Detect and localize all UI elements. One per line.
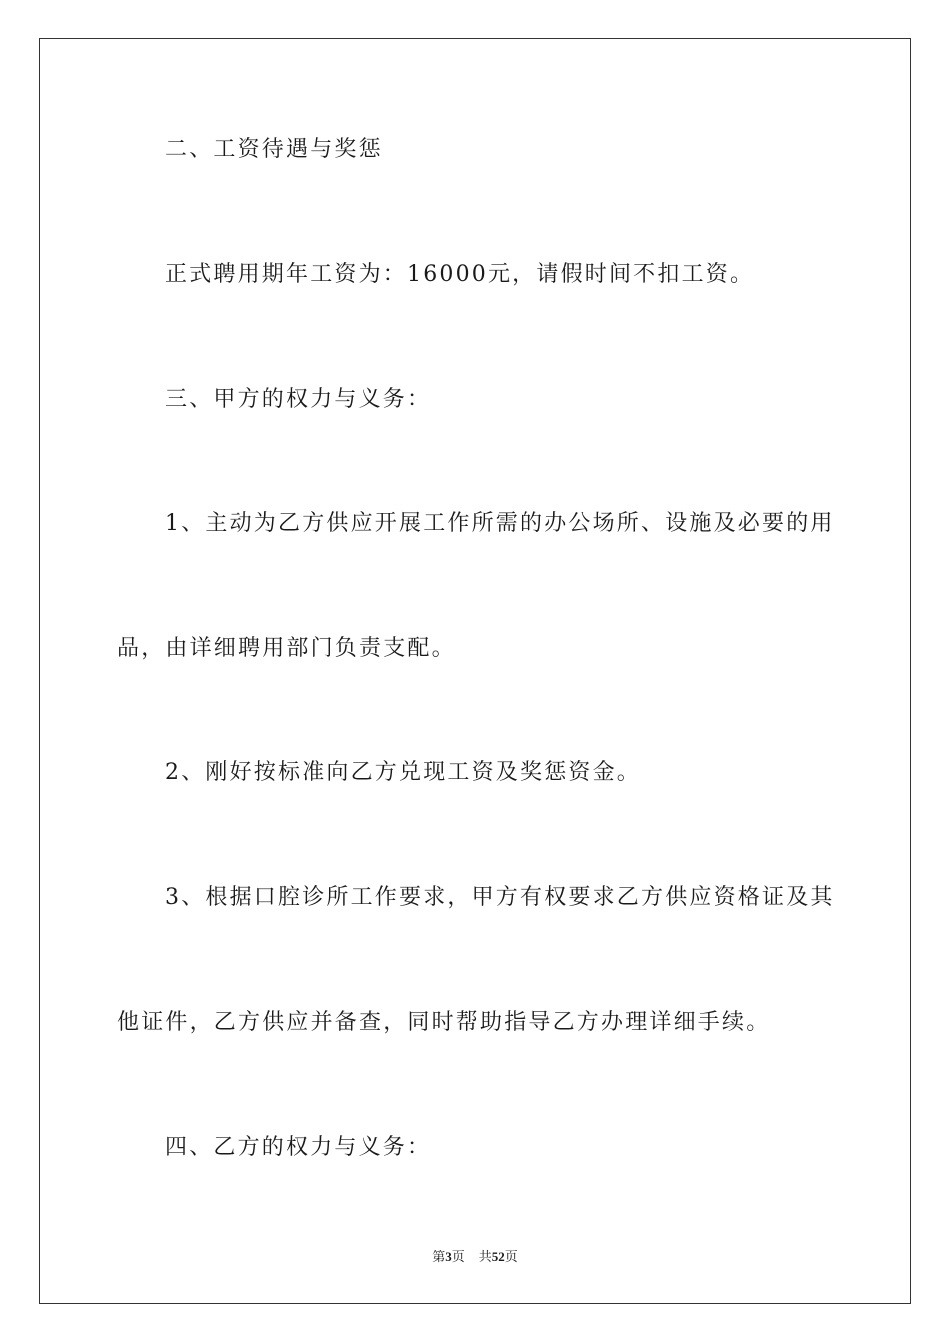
total-suffix: 页 xyxy=(504,1249,518,1264)
clause-3-line-2: 他证件，乙方供应并备查，同时帮助指导乙方办理详细手续。 xyxy=(117,1010,771,1035)
page-border xyxy=(39,38,911,1304)
clause-3-line-1: 3、根据口腔诊所工作要求，甲方有权要求乙方供应资格证及其 xyxy=(165,885,835,910)
section-heading-3: 三、甲方的权力与义务： xyxy=(165,387,432,412)
page-footer xyxy=(0,1248,950,1266)
clause-1-line-2: 品，由详细聘用部门负责支配。 xyxy=(117,636,456,661)
total-prefix: 共 xyxy=(478,1249,492,1264)
section-heading-4: 四、乙方的权力与义务： xyxy=(165,1135,432,1160)
page-number: 3 xyxy=(445,1249,452,1264)
salary-paragraph: 正式聘用期年工资为：16000元，请假时间不扣工资。 xyxy=(165,262,755,287)
total-pages: 52 xyxy=(491,1249,505,1264)
section-heading-2: 二、工资待遇与奖惩 xyxy=(165,137,383,162)
page-prefix: 第 xyxy=(432,1249,446,1264)
clause-2: 2、刚好按标准向乙方兑现工资及奖惩资金。 xyxy=(165,760,641,785)
page-suffix: 页 xyxy=(451,1249,465,1264)
clause-1-line-1: 1、主动为乙方供应开展工作所需的办公场所、设施及必要的用 xyxy=(165,511,835,536)
